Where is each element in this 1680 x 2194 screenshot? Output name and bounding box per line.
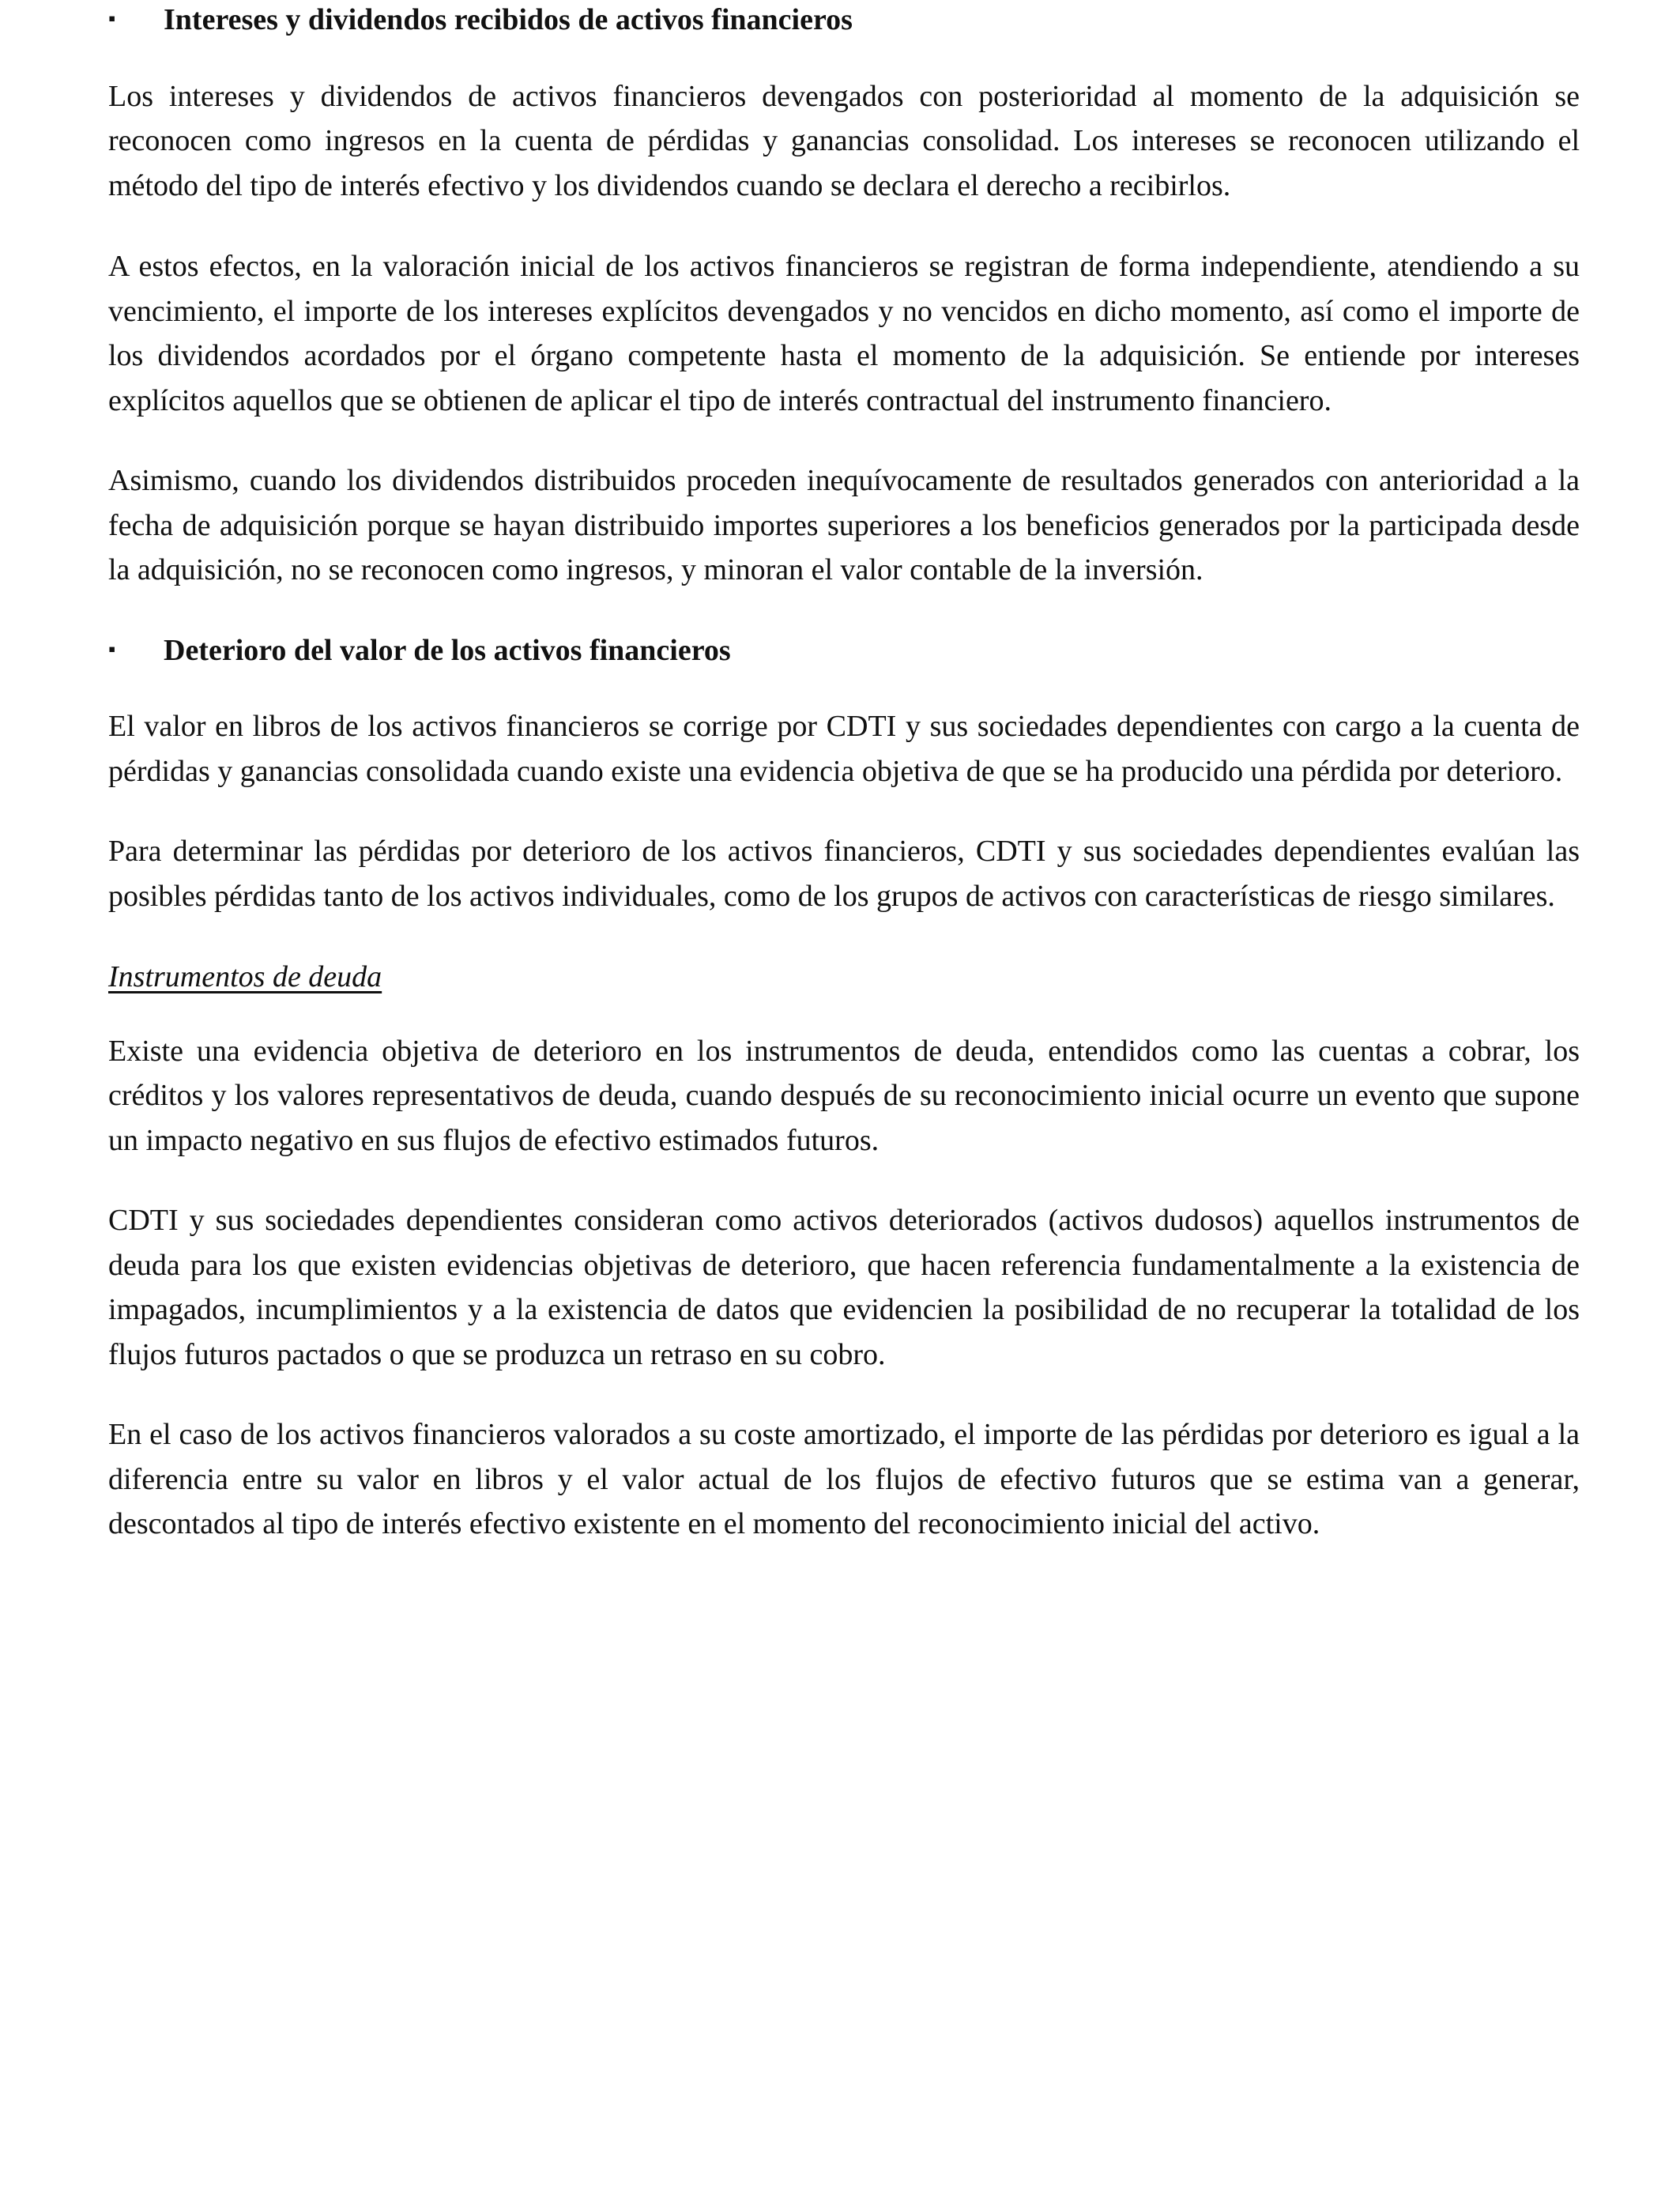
paragraph: Para determinar las pérdidas por deterioro de los activos financieros, CDTI y sus sociedades dependientes evalúan las posibles pérdidas tanto de los activos individuales, como de los grupos de activos con características de riesgo similares. <box>108 835 1580 913</box>
section-heading-text: Deterioro del valor de los activos financieros <box>164 633 731 667</box>
paragraph: Los intereses y dividendos de activos financieros devengados con posterioridad al momento de la adquisición se reconocen como ingresos en la cuenta de pérdidas y ganancias consolidad. Los intereses se reconocen utilizando el método del tipo de interés efectivo y los dividendos cuando se declara el derecho a recibirlos. <box>108 79 1580 202</box>
section-heading-intereses <box>108 0 1580 46</box>
section-heading-text: Intereses y dividendos recibidos de activos financieros <box>164 3 853 36</box>
square-bullet-icon: ▪ <box>108 637 116 661</box>
square-bullet-icon: ▪ <box>108 7 116 30</box>
paragraph: Existe una evidencia objetiva de deterioro en los instrumentos de deuda, entendidos como las cuentas a cobrar, los créditos y los valores representativos de deuda, cuando después de su reconocimiento inicial ocurre un evento que supone un impacto negativo en sus flujos de efectivo estimados futuros. <box>108 1034 1580 1157</box>
paragraph: El valor en libros de los activos financieros se corrige por CDTI y sus sociedades dependientes con cargo a la cuenta de pérdidas y ganancias consolidada cuando existe una evidencia objetiva de que se ha producido una pérdida por deterioro. <box>108 710 1580 788</box>
paragraph: Asimismo, cuando los dividendos distribuidos proceden inequívocamente de resultados generados con anterioridad a la fecha de adquisición porque se hayan distribuido importes superiores a los beneficios generados por la participada desde la adquisición, no se reconocen como ingresos, y minoran el valor contable de la inversión. <box>108 464 1580 586</box>
section-heading-deterioro <box>108 628 1580 677</box>
paragraph: En el caso de los activos financieros valorados a su coste amortizado, el importe de las pérdidas por deterioro es igual a la diferencia entre su valor en libros y el valor actual de los flujos de efectivo futuros que se estima van a generar, descontados al tipo de interés efectivo existente en el momento del reconocimiento inicial del activo. <box>108 1418 1580 1540</box>
paragraph: A estos efectos, en la valoración inicial de los activos financieros se registran de forma independiente, atendiendo a su vencimiento, el importe de los intereses explícitos devengados y no vencidos en dicho momento, así como el importe de los dividendos acordados por el órgano competente hasta el momento de la adquisición. Se entiende por intereses explícitos aquellos que se obtienen de aplicar el tipo de interés contractual del instrumento financiero. <box>108 250 1580 417</box>
subheading-instrumentos-de-deuda: Instrumentos de deuda <box>108 960 382 993</box>
paragraph: CDTI y sus sociedades dependientes consideran como activos deteriorados (activos dudosos) aquellos instrumentos de deuda para los que existen evidencias objetivas de deterioro, que hacen referencia fundamentalmente a la existencia de impagados, incumplimientos y a la existencia de datos que evidencien la posibilidad de no recuperar la totalidad de los flujos futuros pactados o que se produzca un retraso en su cobro. <box>108 1204 1580 1371</box>
